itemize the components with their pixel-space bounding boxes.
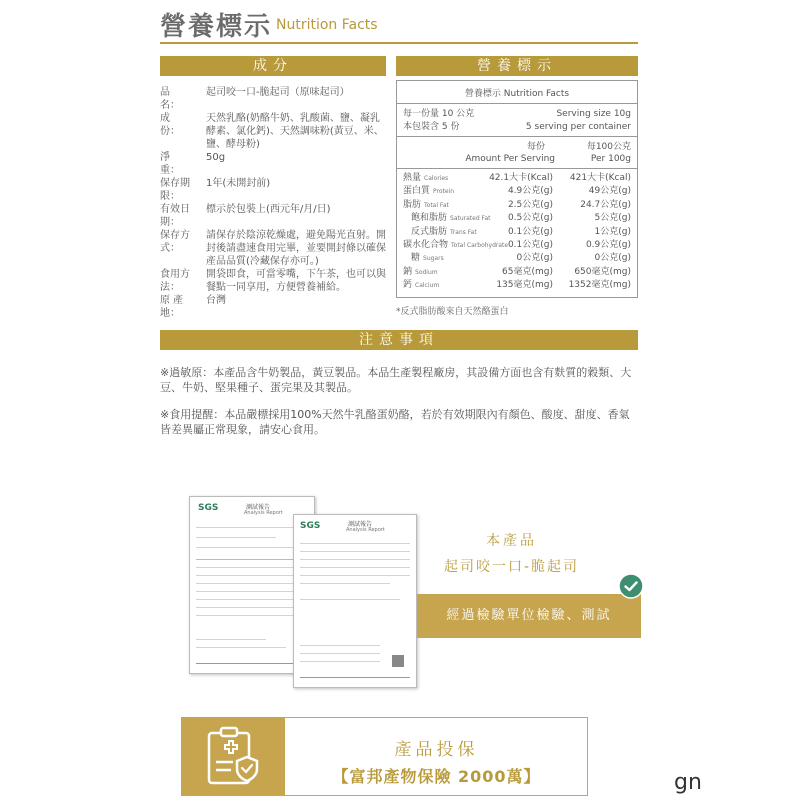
nutrient-per-100g: 1公克(g) <box>594 226 631 237</box>
report-logo: SGS <box>198 503 219 513</box>
ingredient-label: 成 份： <box>160 113 190 137</box>
allergy-note: ※過敏原：本產品含牛奶製品，黃豆製品。本品生產製程廠房，其設備方面也含有麩質的穀類、大豆、牛奶、堅果種子、蛋完果及其製品。 <box>160 366 632 394</box>
verified-text: 經過檢驗單位檢驗、測試 <box>446 608 612 623</box>
ingredient-row <box>160 203 388 229</box>
ingredient-label: 淨 重： <box>160 152 190 176</box>
nutrient-per-serving: 4.9公克(g) <box>507 186 553 197</box>
ingredients-bar: 成分 <box>160 56 386 76</box>
serving-size-en: Serving size 10g <box>556 109 631 119</box>
nutrition-footnote: *反式脂肪酸來自天然酪蛋白 <box>396 307 509 317</box>
ingredient-value: 標示於包裝上(西元年/月/日) <box>206 204 331 215</box>
report-title-en: Analysis Report <box>244 510 283 516</box>
nutrient-per-100g: 650毫克(mg) <box>574 266 631 277</box>
test-report-images <box>189 496 415 686</box>
notes-bar: 注意事項 <box>160 330 638 350</box>
nutrient-per-serving: 0.5公克(g) <box>507 213 553 224</box>
report-sheet-front <box>293 514 417 688</box>
nutrient-name <box>411 253 444 264</box>
nutrient-per-100g: 0公克(g) <box>594 253 631 264</box>
nutrient-per-serving: 135毫克(mg) <box>496 280 553 291</box>
nutrient-name-zh: 糖 <box>411 253 421 264</box>
col1-header-en: Amount Per Serving <box>465 154 555 164</box>
insurance-subtitle: 【富邦產物保險 2000萬】 <box>332 767 541 786</box>
report-title: 測試報告 <box>246 504 271 511</box>
nutrient-per-serving: 42.1大卡(Kcal) <box>489 173 553 183</box>
col1-header-zh: 每份 <box>526 142 545 152</box>
nutrient-per-100g: 5公克(g) <box>594 213 631 224</box>
nutrient-per-serving: 0.1公克(g) <box>507 240 553 250</box>
title-divider <box>160 42 638 44</box>
nutrition-table <box>396 80 638 298</box>
ingredient-value: 台灣 <box>206 295 226 306</box>
nutrient-name-zh: 蛋白質 <box>403 186 431 197</box>
ingredient-row <box>160 268 388 294</box>
page-title: 營養標示 <box>160 12 273 42</box>
nutrient-name <box>411 227 477 238</box>
nutrient-name-en: Sugars <box>423 255 444 263</box>
nutrient-name-en: Protein <box>433 188 455 196</box>
ingredients-list <box>160 86 388 320</box>
nutrient-per-100g: 421大卡(Kcal) <box>569 173 631 183</box>
product-line: 本產品 <box>486 533 537 549</box>
ingredient-label: 品 名： <box>160 87 190 111</box>
ingredient-value: 天然乳酪(奶酪牛奶、乳酸菌、鹽、凝乳酵素、氯化鈣)、天然調味粉(黃豆、米、鹽、酵母粉) <box>206 113 384 150</box>
nutrient-name <box>411 213 491 224</box>
nutrient-per-serving: 2.5公克(g) <box>507 199 553 210</box>
col2-header-zh: 每100公克 <box>586 142 631 152</box>
col2-header-en: Per 100g <box>590 154 631 164</box>
ingredient-label: 保存期限： <box>160 178 190 202</box>
nutrient-name-en: Trans Fat <box>450 228 477 236</box>
nutrition-bar: 營養標示 <box>396 56 638 76</box>
nutrient-name <box>403 186 454 197</box>
qr-code-icon <box>392 655 404 667</box>
ingredient-value: 1年(未開封前) <box>206 178 271 189</box>
ingredient-value: 開袋即食，可當零嘴，下午茶，也可以與餐點一同享用，方便營養補給。 <box>206 269 386 293</box>
serving-size-zh: 每一份量 10 公克 <box>403 109 475 119</box>
ingredient-row <box>160 151 388 177</box>
nutrient-per-serving: 65毫克(mg) <box>502 266 553 277</box>
usage-note: ※食用提醒：本品嚴標採用100%天然牛乳酪蛋奶酪，若於有效期限內有顏色、酸度、甜度、香氣皆差異屬正常現象，請安心食用。 <box>160 408 630 436</box>
report-title-front: 測試報告 <box>348 521 373 528</box>
report-title-en-front: Analysis Report <box>346 527 385 533</box>
ingredient-value: 50g <box>206 152 226 163</box>
nutrient-per-100g: 24.7公克(g) <box>580 199 631 210</box>
page-title-en: Nutrition Facts <box>276 17 378 33</box>
ingredient-row <box>160 229 388 268</box>
product-name: 起司咬一口-脆起司 <box>444 559 580 575</box>
nutrient-name-en: Sodium <box>415 268 438 276</box>
insurance-title: 產品投保 <box>394 740 479 760</box>
nutrient-name-zh: 鈣 <box>403 280 413 291</box>
nutrient-name-en: Saturated Fat <box>450 215 491 223</box>
nutrient-name <box>403 173 448 184</box>
ingredient-row <box>160 86 388 112</box>
servings-en: 5 serving per container <box>525 122 631 132</box>
nutrition-box-title: 營養標示 Nutrition Facts <box>464 89 570 99</box>
nutrient-name-en: Total Carbohydrate <box>451 242 509 249</box>
nutrient-name-en: Calcium <box>415 282 440 290</box>
servings-zh: 本包裝含 5 份 <box>403 122 460 132</box>
medical-shield-icon <box>181 717 285 796</box>
check-circle-icon <box>618 573 644 599</box>
ingredient-label: 原 產 地： <box>160 295 184 319</box>
nutrient-name-zh: 脂肪 <box>403 199 422 210</box>
nutrient-name-zh: 熱量 <box>403 173 422 183</box>
nutrient-per-100g: 0.9公克(g) <box>585 240 631 250</box>
nutrient-per-serving: 0.1公克(g) <box>507 226 553 237</box>
ingredient-value: 起司咬一口-脆起司（原味起司） <box>206 87 350 98</box>
nutrient-name-zh: 反式脂肪 <box>411 226 448 237</box>
nutrient-per-100g: 1352毫克(mg) <box>568 280 631 291</box>
nutrient-per-100g: 49公克(g) <box>588 186 631 197</box>
ingredient-row <box>160 294 388 320</box>
nutrient-name <box>403 267 438 278</box>
nutrient-name <box>403 200 449 211</box>
ingredient-value: 請保存於陰涼乾燥處，避免陽光直射。開封後請盡速食用完畢，並要開封條以確保產品品質(冷藏保存亦可。) <box>206 230 386 267</box>
nutrient-per-serving: 0公克(g) <box>516 253 553 264</box>
nutrient-name-en: Calories <box>424 175 449 182</box>
insurance-icon-box <box>181 717 285 796</box>
nutrient-name-en: Total Fat <box>424 201 449 209</box>
ingredient-label: 有效日期： <box>160 204 190 228</box>
ingredient-row <box>160 112 388 151</box>
report-logo-front: SGS <box>300 521 321 531</box>
nutrient-name <box>403 240 508 251</box>
ingredient-label: 保存方式： <box>160 230 190 254</box>
ingredient-label: 食用方法： <box>160 269 190 293</box>
ingredient-row <box>160 177 388 203</box>
nutrient-name-zh: 飽和脂肪 <box>411 213 448 224</box>
nutrient-name-zh: 鈉 <box>403 266 413 277</box>
nutrient-name <box>403 280 439 291</box>
nutrient-name-zh: 碳水化合物 <box>403 240 449 250</box>
watermark: gn <box>674 770 702 795</box>
